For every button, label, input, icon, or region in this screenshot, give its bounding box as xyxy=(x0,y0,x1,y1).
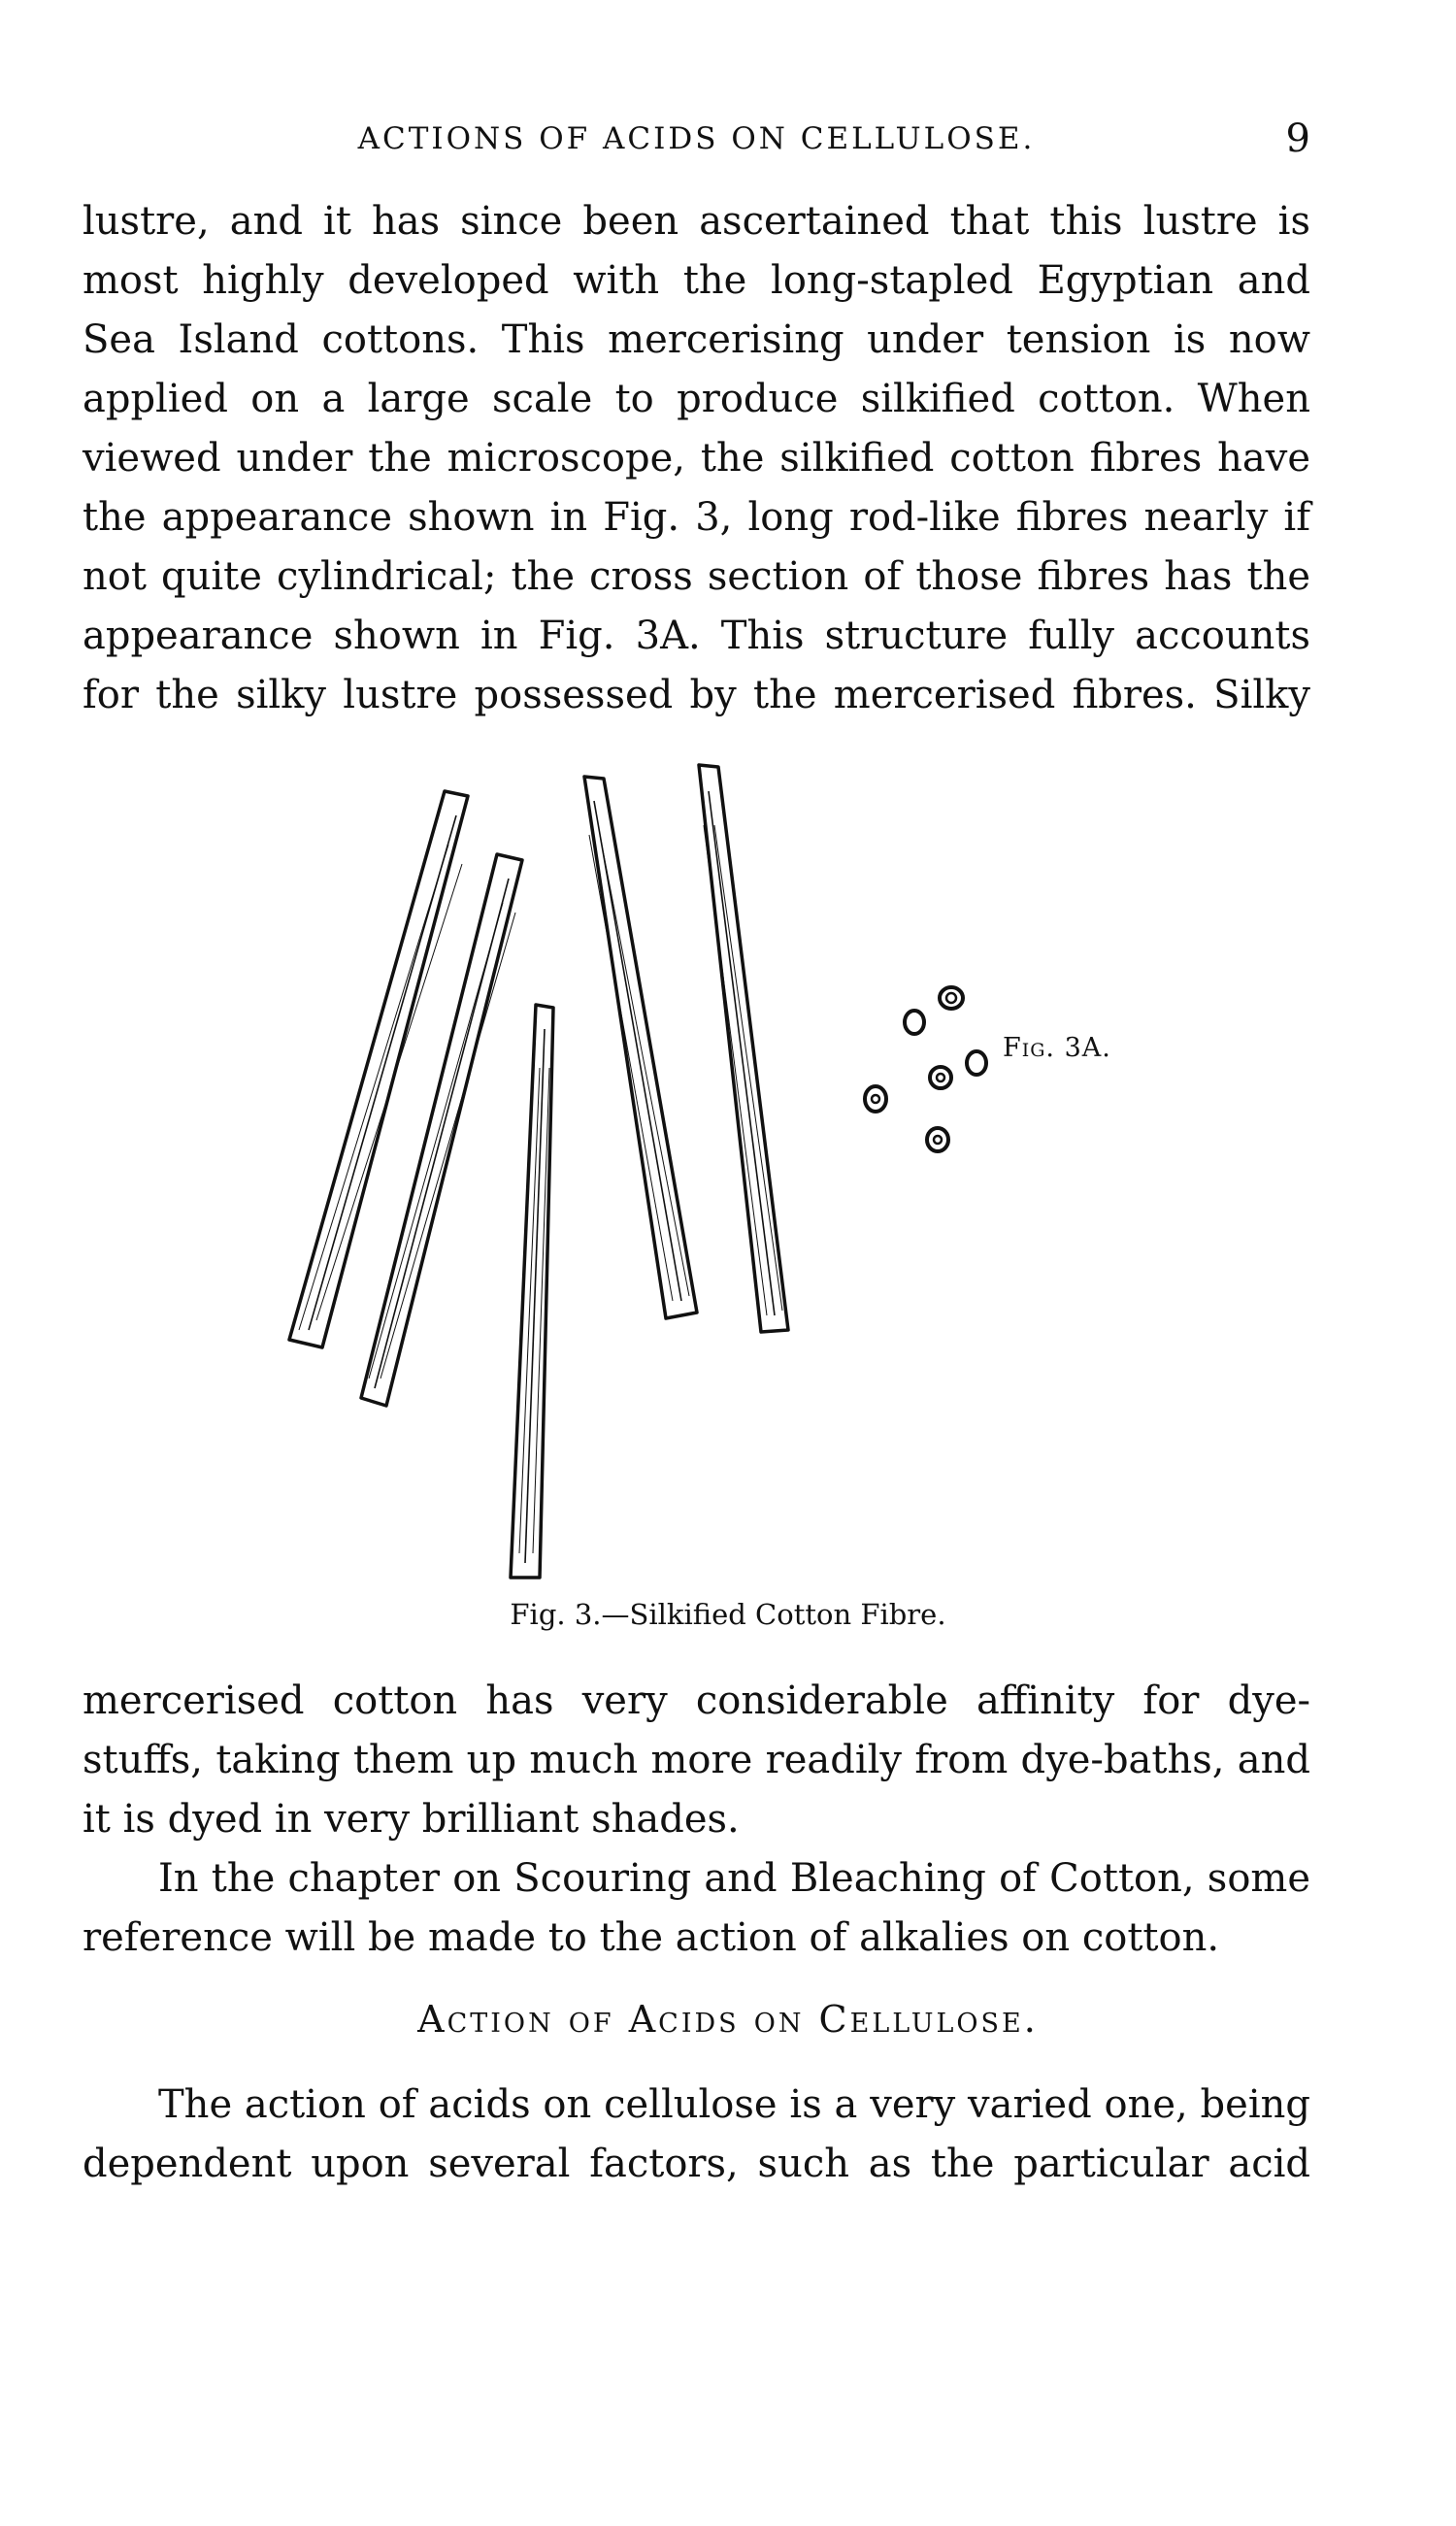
figure-silkified-cotton xyxy=(0,757,1456,1592)
fibre-3 xyxy=(511,1005,553,1578)
fibre-illustration xyxy=(0,757,1456,1592)
running-head xyxy=(83,115,1310,163)
paragraph-mercerising: lustre, and it has since been ascertained that this lustre is most highly developed with the long-stapled Egyptian and Sea Island cottons. This mercerising under tension is now applied on a large scale to produce silkified cotton. When viewed under the microscope, the silkified cotton fibres have the appearance shown in Fig. 3, long rod-like fibres nearly if not quite cylindrical; the cross section of those fibres has the appearance shown in Fig. 3A. This structure fully accounts for the silky lustre possessed by the mercerised fibres. Silky xyxy=(83,199,1310,717)
fibre-1 xyxy=(289,791,468,1347)
fibre-5 xyxy=(699,765,788,1332)
fibre-2 xyxy=(361,854,522,1406)
paragraph-acid-action: The action of acids on cellulose is a very varied one, being dependent upon several factors, such as the particular acid xyxy=(83,2082,1310,2186)
running-title: ACTIONS OF ACIDS ON CELLULOSE. xyxy=(357,121,1036,156)
fibre-4 xyxy=(584,777,697,1318)
fig3a-label: Fig. 3A. xyxy=(1003,1033,1111,1063)
paragraph-dye-affinity: mercerised cotton has very considerable affinity for dye-stuffs, taking them up much more readily from dye-baths, and it is dyed in very brilliant shades. xyxy=(83,1678,1310,1842)
figure-caption: Fig. 3.—Silkified Cotton Fibre. xyxy=(510,1598,946,1631)
paragraph-alkalies: In the chapter on Scouring and Bleaching of Cotton, some reference will be made to the action of alkalies on cotton. xyxy=(83,1856,1310,1960)
page-number: 9 xyxy=(1285,116,1310,161)
section-heading: Action of Acids on Cellulose. xyxy=(417,1998,1039,2041)
cross-sections xyxy=(865,987,986,1151)
